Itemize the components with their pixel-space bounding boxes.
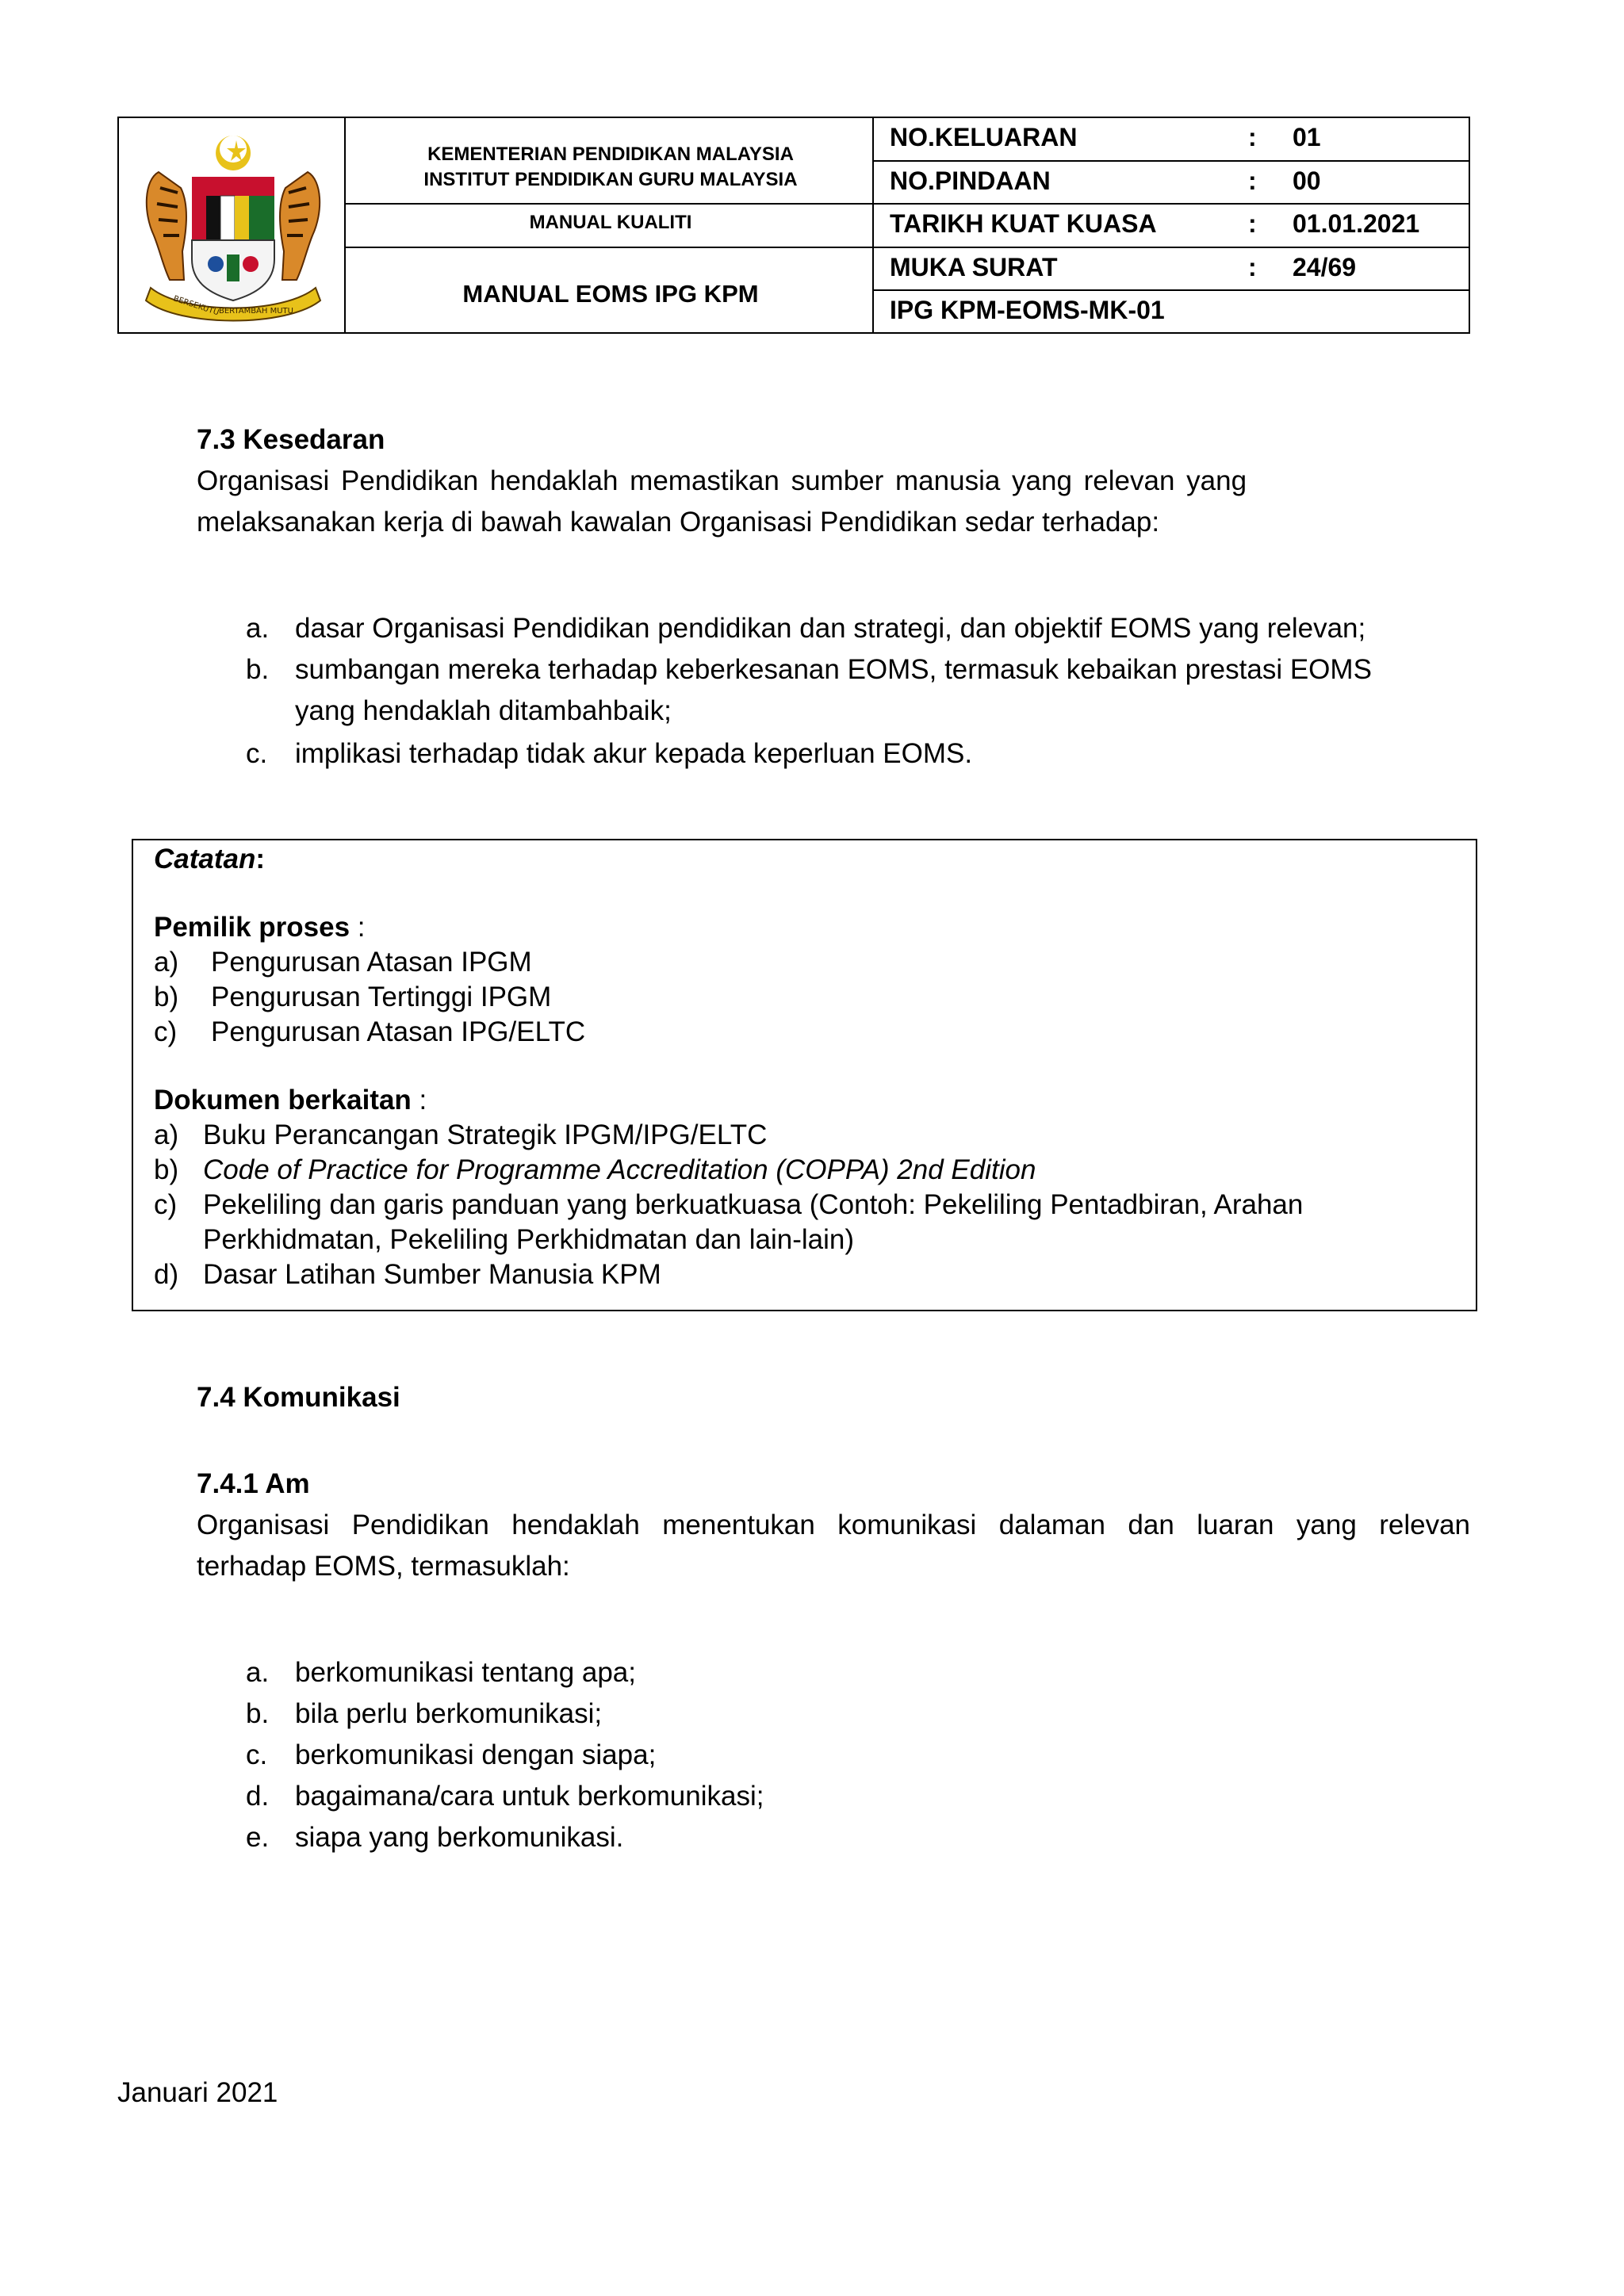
list-item-label: c. — [246, 738, 268, 769]
pemilik-proses-label: Pemilik proses — [154, 912, 350, 943]
list-item-text: bagaimana/cara untuk berkomunikasi; — [295, 1781, 764, 1812]
section-7-3-heading: 7.3 Kesedaran — [197, 424, 385, 455]
ministry-line1: KEMENTERIAN PENDIDIKAN MALAYSIA — [427, 144, 794, 165]
manual-kualiti-label: MANUAL KUALITI — [529, 212, 692, 233]
list-item-text: Pekeliling dan garis panduan yang berkuatkuasa (Contoh: Pekeliling Pentadbiran, Arahan — [203, 1189, 1304, 1220]
muka-surat-colon: : — [1248, 253, 1257, 281]
section-7-4-1-intro-line2: terhadap EOMS, termasuklah: — [197, 1551, 570, 1582]
no-keluaran-colon: : — [1248, 123, 1257, 151]
section-7-4-heading: 7.4 Komunikasi — [197, 1382, 400, 1413]
list-item-label: a) — [154, 1119, 179, 1150]
no-pindaan-colon: : — [1248, 166, 1257, 195]
list-item-text: Pengurusan Atasan IPG/ELTC — [211, 1016, 586, 1047]
footer-date: Januari 2021 — [117, 2077, 278, 2108]
no-keluaran-value: 01 — [1293, 123, 1321, 151]
list-item-text: Buku Perancangan Strategik IPGM/IPG/ELTC — [203, 1119, 768, 1150]
list-item-text: bila perlu berkomunikasi; — [295, 1698, 603, 1729]
manual-title: MANUAL EOMS IPG KPM — [462, 280, 759, 308]
list-item-label: b. — [246, 654, 270, 685]
dokumen-berkaitan-label: Dokumen berkaitan — [154, 1085, 412, 1115]
muka-surat-value: 24/69 — [1293, 253, 1357, 281]
no-pindaan-value: 00 — [1293, 166, 1321, 195]
list-item-label: c) — [154, 1016, 178, 1047]
section-7-3-intro-line1: Organisasi Pendidikan hendaklah memastikan sumber manusia yang relevan yang — [197, 465, 1247, 496]
list-item-text: siapa yang berkomunikasi. — [295, 1822, 624, 1853]
list-item-text: yang hendaklah ditambahbaik; — [295, 695, 672, 726]
list-item-text: implikasi terhadap tidak akur kepada keperluan EOMS. — [295, 738, 973, 769]
list-item-label: c. — [246, 1739, 268, 1770]
dokumen-berkaitan-heading — [154, 1083, 427, 1118]
logo-cell — [119, 118, 346, 332]
list-item-label: a) — [154, 947, 179, 978]
no-pindaan-label: NO.PINDAAN — [890, 166, 1051, 195]
list-item-label: c) — [154, 1189, 178, 1220]
list-item-text: Dasar Latihan Sumber Manusia KPM — [203, 1259, 661, 1290]
list-item-label: e. — [246, 1822, 270, 1853]
no-keluaran-label: NO.KELUARAN — [890, 123, 1078, 151]
list-item-label: a. — [246, 613, 270, 644]
list-item-label: b. — [246, 1698, 270, 1729]
logo-motto-left: BERSEKUTU — [172, 294, 220, 318]
muka-surat-label: MUKA SURAT — [890, 253, 1058, 281]
ministry-name — [347, 142, 874, 193]
document-code: IPG KPM-EOMS-MK-01 — [890, 296, 1165, 324]
list-item-continuation: Perkhidmatan, Pekeliling Perkhidmatan dan lain-lain) — [203, 1224, 854, 1255]
list-item-label: a. — [246, 1657, 270, 1688]
tarikh-kuat-kuasa-label: TARIKH KUAT KUASA — [890, 209, 1157, 238]
list-item-text: Pengurusan Tertinggi IPGM — [211, 982, 552, 1012]
list-item-text: dasar Organisasi Pendidikan pendidikan dan strategi, dan objektif EOMS yang relevan; — [295, 613, 1366, 644]
coat-of-arms-logo — [136, 124, 330, 324]
logo-motto-right: BERTAMBAH MUTU — [219, 307, 293, 316]
list-item-label: d) — [154, 1259, 179, 1290]
dokumen-berkaitan-colon: : — [411, 1085, 427, 1115]
tarikh-kuat-kuasa-value: 01.01.2021 — [1293, 209, 1420, 238]
section-7-4-1-intro-line1: Organisasi Pendidikan hendaklah menentukan komunikasi dalaman dan luaran yang relevan — [197, 1510, 1470, 1540]
tarikh-kuat-kuasa-colon: : — [1248, 209, 1257, 238]
list-item-text: Code of Practice for Programme Accreditation (COPPA) 2nd Edition — [203, 1154, 1036, 1185]
list-item-text: Pengurusan Atasan IPGM — [211, 947, 532, 978]
catatan-title-colon: : — [255, 844, 266, 874]
ministry-line2: INSTITUT PENDIDIKAN GURU MALAYSIA — [423, 169, 798, 190]
pemilik-proses-colon: : — [350, 912, 366, 943]
list-item-text: berkomunikasi dengan siapa; — [295, 1739, 657, 1770]
pemilik-proses-heading — [154, 910, 366, 945]
section-7-3-intro-line2: melaksanakan kerja di bawah kawalan Organisasi Pendidikan sedar terhadap: — [197, 507, 1160, 538]
catatan-title-text: Catatan — [154, 844, 256, 874]
list-item-text: berkomunikasi tentang apa; — [295, 1657, 636, 1688]
catatan-title — [154, 842, 265, 877]
list-item-label: b) — [154, 1154, 179, 1185]
list-item-label: b) — [154, 982, 179, 1012]
section-7-4-1-heading: 7.4.1 Am — [197, 1468, 310, 1499]
list-item-label: d. — [246, 1781, 270, 1812]
catatan-note-box — [132, 839, 1477, 1311]
document-header-table — [117, 117, 1470, 334]
list-item-text: sumbangan mereka terhadap keberkesanan EOMS, termasuk kebaikan prestasi EOMS — [295, 654, 1372, 685]
